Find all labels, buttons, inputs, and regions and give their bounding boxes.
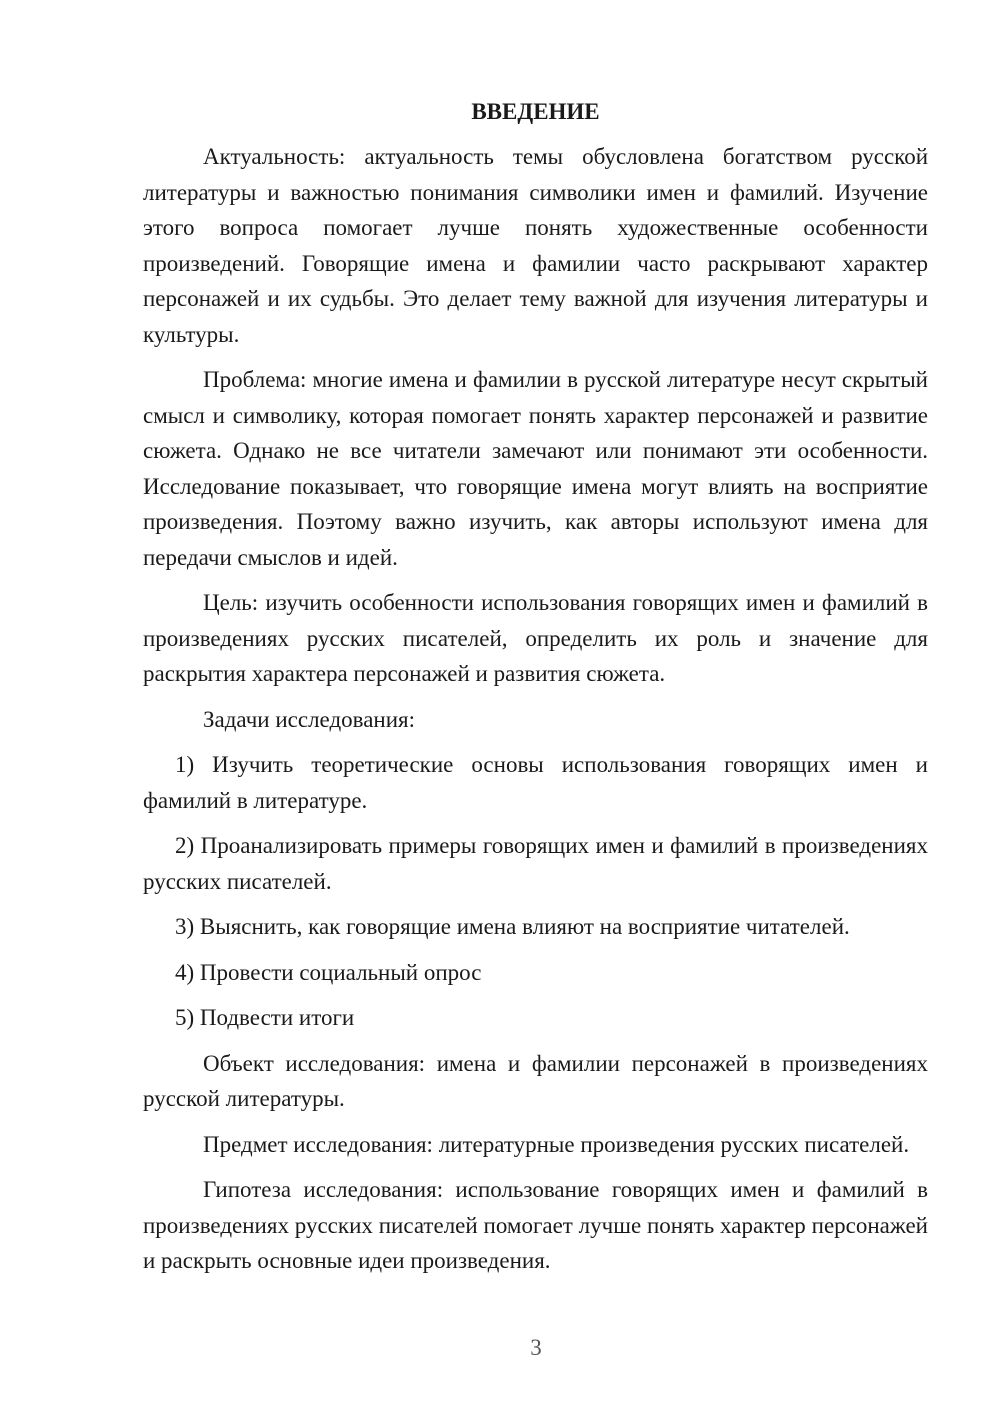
paragraph-relevance: Актуальность: актуальность темы обусловлена богатством русской литературы и важностью понимания символики имен и фамилий. Изучение этого вопроса помогает лучше понять художественные особенности произведений. Говорящие имена и фамилии часто раскрывают характер персонажей и их судьбы. Это делает тему важной для изучения литературы и культуры. — [143, 144, 928, 347]
task-item-4: 4) Провести социальный опрос — [175, 959, 482, 985]
task-item-5: 5) Подвести итоги — [175, 1005, 355, 1030]
section-title: ВВЕДЕНИЕ — [471, 99, 600, 124]
paragraph-subject: Предмет исследования: литературные произведения русских писателей. — [203, 1131, 910, 1157]
task-item-3: 3) Выяснить, как говорящие имена влияют на восприятие читателей. — [175, 914, 850, 939]
task-item-1: 1) Изучить теоретические основы использования говорящих имен и фамилий в литературе. — [143, 752, 928, 813]
tasks-heading: Задачи исследования: — [203, 706, 416, 732]
paragraph-hypothesis: Гипотеза исследования: использование говорящих имен и фамилий в произведениях русских писателей помогает лучше понять характер персонажей и раскрыть основные идеи произведения. — [143, 1177, 928, 1273]
page-body — [143, 94, 928, 1289]
paragraph-problem: Проблема: многие имена и фамилии в русской литературе несут скрытый смысл и символику, которая помогает понять характер персонажей и развитие сюжета. Однако не все читатели замечают или понимают эти особенности. Исследование показывает, что говорящие имена могут влиять на восприятие произведения. Поэтому важно изучить, как авторы используют имена для передачи смыслов и идей. — [143, 367, 928, 570]
task-item-2: 2) Проанализировать примеры говорящих имен и фамилий в произведениях русских писателей. — [143, 833, 928, 894]
paragraph-object: Объект исследования: имена и фамилии персонажей в произведениях русской литературы. — [143, 1050, 928, 1111]
page-number: 3 — [530, 1335, 542, 1360]
paragraph-goal: Цель: изучить особенности использования говорящих имен и фамилий в произведениях русских писателей, определить их роль и значение для раскрытия характера персонажей и развития сюжета. — [143, 590, 928, 686]
